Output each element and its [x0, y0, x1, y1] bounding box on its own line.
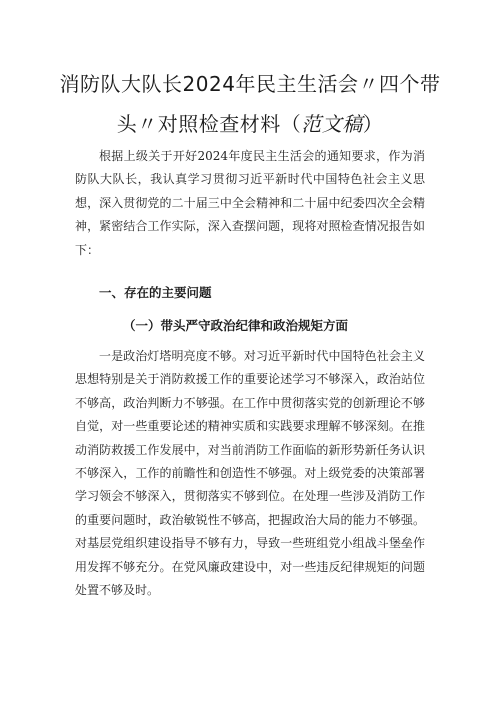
section-heading: 一、存在的主要问题 [99, 285, 212, 300]
title-line-2-main: 头〃对照检查材料（ [116, 112, 302, 136]
body-paragraph: 一是政治灯塔明亮度不够。对习近平新时代中国特色社会主义思想特别是关于消防救援工作的重要论述学习不够深入，政治站位不够高，政治判断力不够强。在工作中贯彻落实党的创新理论不够自觉，对一些重要论述的精神实质和实践要求理解不够深刻。在推动消防救援工作发展中，对当前消防工作面临的新形势新任务认识不够深入，工作的前瞻性和创造性不够强。对上级党委的决策部署学习领会不够深入，贯彻落实不够到位。在处理一些涉及消防工作的重要问题时，政治敏锐性不够高，把握政治大局的能力不够强。对基层党组织建设指导不够有力，导致一些班组党小组战斗堡垒作用发挥不够充分。在党风廉政建设中，对一些违反纪律规矩的问题处置不够及时。 [75, 349, 425, 598]
title-line-2-end: ） [362, 112, 384, 136]
intro-paragraph: 根据上级关于开好2024年度民主生活会的通知要求，作为消防队大队长，我认真学习贯彻习近平新时代中国特色社会主义思想，深入贯彻党的二十届三中全会精神和二十届中纪委四次全会精神，紧密结合工作实际，深入查摆问题，现将对照检查情况报告如下： [75, 149, 425, 257]
document-title-line-2 [40, 108, 460, 137]
document-title-line-1: 消防队大队长2024年民主生活会〃四个带 [59, 72, 441, 96]
title-line-2-italic: 范文稿 [301, 112, 363, 136]
subsection-heading: （一）带头严守政治纪律和政治规矩方面 [123, 318, 349, 333]
